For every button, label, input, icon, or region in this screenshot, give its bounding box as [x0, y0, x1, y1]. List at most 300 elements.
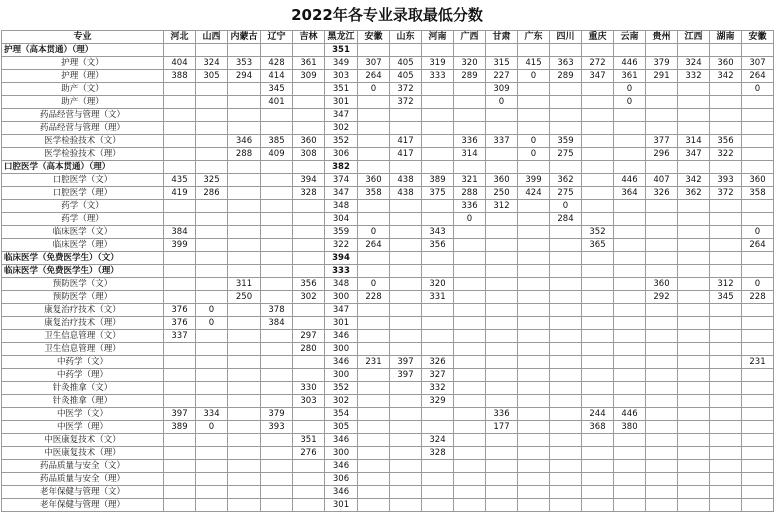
score-cell: 336 [454, 200, 486, 213]
score-cell [582, 330, 614, 343]
score-cell [358, 473, 390, 486]
score-cell [164, 278, 196, 291]
score-cell: 438 [390, 187, 422, 200]
score-cell [390, 122, 422, 135]
table-row [2, 291, 774, 304]
score-cell: 336 [454, 135, 486, 148]
score-cell [196, 135, 228, 148]
score-cell [390, 291, 422, 304]
score-cell: 0 [614, 96, 646, 109]
score-cell: 330 [293, 382, 325, 395]
score-cell: 345 [261, 83, 293, 96]
score-cell: 302 [325, 395, 358, 408]
score-cell: 332 [422, 382, 454, 395]
score-cell: 342 [710, 70, 742, 83]
score-cell [454, 408, 486, 421]
score-cell: 308 [293, 148, 325, 161]
score-cell [454, 343, 486, 356]
score-cell: 379 [646, 57, 678, 70]
score-cell: 376 [164, 304, 196, 317]
score-cell: 328 [422, 447, 454, 460]
score-cell: 177 [486, 421, 518, 434]
score-cell [518, 408, 550, 421]
score-cell: 315 [486, 57, 518, 70]
score-cell [358, 343, 390, 356]
score-cell [196, 226, 228, 239]
score-cell [228, 200, 261, 213]
score-cell [742, 122, 774, 135]
score-cell [422, 460, 454, 473]
score-cell [228, 382, 261, 395]
score-cell [710, 239, 742, 252]
score-cell [422, 265, 454, 278]
score-cell [358, 330, 390, 343]
score-cell [742, 252, 774, 265]
score-cell [196, 278, 228, 291]
score-cell [293, 421, 325, 434]
score-cell [550, 291, 582, 304]
score-cell [614, 434, 646, 447]
score-cell [646, 161, 678, 174]
score-cell [646, 356, 678, 369]
score-cell [550, 317, 582, 330]
score-cell [358, 252, 390, 265]
score-cell [678, 161, 710, 174]
score-cell [196, 343, 228, 356]
score-cell [710, 421, 742, 434]
score-cell [678, 395, 710, 408]
score-cell [261, 447, 293, 460]
score-cell [390, 239, 422, 252]
score-cell: 294 [228, 70, 261, 83]
score-cell [646, 473, 678, 486]
score-cell [678, 330, 710, 343]
score-cell [582, 187, 614, 200]
score-cell [646, 447, 678, 460]
major-name-cell: 老年保健与管理（文） [2, 486, 164, 499]
score-cell [454, 278, 486, 291]
score-cell: 307 [358, 57, 390, 70]
score-cell [710, 434, 742, 447]
score-cell [646, 460, 678, 473]
table-row [2, 213, 774, 226]
score-cell [678, 434, 710, 447]
table-row [2, 57, 774, 70]
score-cell: 314 [454, 148, 486, 161]
score-cell [390, 434, 422, 447]
score-cell [196, 161, 228, 174]
score-cell: 324 [196, 57, 228, 70]
score-cell [742, 304, 774, 317]
score-cell [646, 239, 678, 252]
score-cell: 280 [293, 343, 325, 356]
score-cell [358, 499, 390, 512]
score-cell [358, 200, 390, 213]
score-cell: 289 [454, 70, 486, 83]
score-cell: 360 [710, 57, 742, 70]
score-cell [710, 44, 742, 57]
score-cell [518, 395, 550, 408]
column-header-province: 吉林 [293, 31, 325, 44]
score-cell [582, 343, 614, 356]
table-section-row [2, 161, 774, 174]
score-cell [742, 421, 774, 434]
score-cell [582, 109, 614, 122]
score-cell [614, 343, 646, 356]
score-cell: 303 [325, 70, 358, 83]
score-cell [164, 395, 196, 408]
score-cell [550, 122, 582, 135]
score-cell [261, 226, 293, 239]
page-title: 2022年各专业录取最低分数 [291, 6, 483, 24]
score-cell [390, 44, 422, 57]
score-cell [614, 226, 646, 239]
score-cell [228, 395, 261, 408]
score-cell [742, 382, 774, 395]
score-cell [358, 460, 390, 473]
score-cell [293, 460, 325, 473]
column-header-province: 安徽 [358, 31, 390, 44]
score-cell [261, 330, 293, 343]
score-cell [358, 135, 390, 148]
score-cell [358, 96, 390, 109]
score-cell: 385 [261, 135, 293, 148]
score-cell: 346 [325, 486, 358, 499]
score-cell [358, 395, 390, 408]
score-cell: 435 [164, 174, 196, 187]
score-cell [293, 239, 325, 252]
score-cell [614, 265, 646, 278]
table-row [2, 187, 774, 200]
score-cell [550, 460, 582, 473]
score-cell: 264 [358, 239, 390, 252]
score-cell: 405 [390, 70, 422, 83]
score-cell [582, 460, 614, 473]
score-cell [261, 356, 293, 369]
score-cell: 375 [422, 187, 454, 200]
table-row [2, 395, 774, 408]
score-cell [518, 356, 550, 369]
table-row [2, 356, 774, 369]
score-cell [293, 486, 325, 499]
score-cell: 321 [454, 174, 486, 187]
score-cell: 296 [646, 148, 678, 161]
score-cell: 324 [678, 57, 710, 70]
score-cell [518, 83, 550, 96]
score-cell [614, 460, 646, 473]
score-cell [228, 421, 261, 434]
score-cell [358, 148, 390, 161]
score-cell: 301 [325, 317, 358, 330]
score-cell [710, 122, 742, 135]
score-cell [518, 200, 550, 213]
score-cell: 347 [325, 304, 358, 317]
score-cell [582, 434, 614, 447]
score-cell [486, 278, 518, 291]
score-cell [293, 499, 325, 512]
score-cell [518, 252, 550, 265]
score-cell [550, 83, 582, 96]
score-cell [293, 408, 325, 421]
score-cell [678, 343, 710, 356]
major-name-cell: 护理（理） [2, 70, 164, 83]
score-cell [614, 369, 646, 382]
score-cell [582, 291, 614, 304]
score-cell [196, 239, 228, 252]
score-cell [518, 213, 550, 226]
score-cell: 320 [454, 57, 486, 70]
score-cell [710, 356, 742, 369]
score-cell [261, 44, 293, 57]
score-cell [742, 499, 774, 512]
score-cell [486, 317, 518, 330]
score-cell [742, 135, 774, 148]
score-cell [390, 395, 422, 408]
score-cell [358, 161, 390, 174]
score-cell: 227 [486, 70, 518, 83]
score-cell [646, 252, 678, 265]
score-cell: 303 [293, 395, 325, 408]
score-cell: 377 [646, 135, 678, 148]
score-cell [454, 369, 486, 382]
score-cell [550, 395, 582, 408]
column-header-province: 广西 [454, 31, 486, 44]
score-cell [228, 304, 261, 317]
score-cell: 276 [293, 447, 325, 460]
score-cell: 327 [422, 369, 454, 382]
major-name-cell: 针灸推拿（文） [2, 382, 164, 395]
score-cell [742, 473, 774, 486]
score-cell [293, 317, 325, 330]
table-row [2, 460, 774, 473]
score-cell [582, 122, 614, 135]
score-cell [454, 226, 486, 239]
score-cell [614, 317, 646, 330]
score-cell [164, 447, 196, 460]
score-cell [742, 343, 774, 356]
score-cell [678, 408, 710, 421]
major-name-cell: 临床医学（文） [2, 226, 164, 239]
score-cell [550, 265, 582, 278]
score-cell [164, 213, 196, 226]
score-cell [164, 161, 196, 174]
score-cell: 0 [742, 83, 774, 96]
score-cell: 364 [614, 187, 646, 200]
score-cell [646, 434, 678, 447]
score-cell [678, 317, 710, 330]
score-cell [646, 83, 678, 96]
score-cell [678, 83, 710, 96]
score-cell: 322 [325, 239, 358, 252]
score-cell [293, 44, 325, 57]
score-cell [710, 382, 742, 395]
score-cell [261, 460, 293, 473]
score-cell: 324 [422, 434, 454, 447]
table-row [2, 200, 774, 213]
score-cell [454, 395, 486, 408]
score-cell: 244 [582, 408, 614, 421]
score-cell [646, 421, 678, 434]
score-cell [358, 317, 390, 330]
score-cell: 409 [261, 148, 293, 161]
score-cell [358, 122, 390, 135]
score-cell [582, 447, 614, 460]
score-cell [390, 252, 422, 265]
table-row [2, 343, 774, 356]
score-cell [228, 252, 261, 265]
score-cell [390, 213, 422, 226]
score-cell [614, 44, 646, 57]
score-cell [293, 252, 325, 265]
score-cell [261, 122, 293, 135]
score-cell: 397 [390, 369, 422, 382]
score-cell [486, 161, 518, 174]
score-cell [518, 161, 550, 174]
score-cell [486, 343, 518, 356]
score-cell [293, 356, 325, 369]
score-cell [228, 96, 261, 109]
score-cell: 358 [358, 187, 390, 200]
score-cell [518, 109, 550, 122]
score-cell [422, 122, 454, 135]
score-cell [582, 252, 614, 265]
score-cell [614, 330, 646, 343]
score-cell: 332 [678, 70, 710, 83]
score-cell [678, 460, 710, 473]
major-name-cell: 临床医学（免费医学生）（理） [2, 265, 164, 278]
score-cell [390, 161, 422, 174]
score-cell: 358 [742, 187, 774, 200]
score-cell: 417 [390, 135, 422, 148]
major-name-cell: 预防医学（文） [2, 278, 164, 291]
score-cell: 356 [710, 135, 742, 148]
score-cell [164, 382, 196, 395]
score-cell: 0 [358, 83, 390, 96]
score-cell [196, 109, 228, 122]
score-cell [710, 395, 742, 408]
column-header-province: 四川 [550, 31, 582, 44]
score-cell: 347 [582, 70, 614, 83]
score-cell: 356 [293, 278, 325, 291]
score-cell [164, 135, 196, 148]
score-cell: 360 [646, 278, 678, 291]
score-cell [422, 200, 454, 213]
score-cell: 393 [261, 421, 293, 434]
table-row [2, 421, 774, 434]
column-header-province: 重庆 [582, 31, 614, 44]
score-cell [582, 278, 614, 291]
score-cell [678, 239, 710, 252]
score-cell [678, 421, 710, 434]
score-cell [614, 486, 646, 499]
score-cell: 351 [293, 434, 325, 447]
score-cell: 346 [325, 460, 358, 473]
score-cell: 231 [358, 356, 390, 369]
score-cell [454, 83, 486, 96]
score-cell [710, 473, 742, 486]
score-cell: 0 [742, 226, 774, 239]
score-cell: 424 [518, 187, 550, 200]
score-cell [742, 395, 774, 408]
score-cell: 346 [325, 330, 358, 343]
table-header-row [2, 31, 774, 44]
score-cell [486, 44, 518, 57]
score-cell: 302 [325, 122, 358, 135]
score-cell [358, 369, 390, 382]
score-cell: 382 [325, 161, 358, 174]
score-cell: 326 [422, 356, 454, 369]
score-cell [196, 460, 228, 473]
major-name-cell: 药品质量与安全（理） [2, 473, 164, 486]
score-cell [196, 447, 228, 460]
score-cell [454, 486, 486, 499]
score-cell [293, 369, 325, 382]
score-cell [614, 109, 646, 122]
score-cell [228, 486, 261, 499]
score-cell [454, 161, 486, 174]
score-cell: 297 [293, 330, 325, 343]
score-cell [614, 382, 646, 395]
score-cell [518, 265, 550, 278]
score-cell [614, 278, 646, 291]
score-cell [228, 265, 261, 278]
score-cell [678, 369, 710, 382]
score-cell: 347 [325, 187, 358, 200]
score-cell [454, 122, 486, 135]
column-header-province: 江西 [678, 31, 710, 44]
score-cell [550, 161, 582, 174]
score-cell: 288 [228, 148, 261, 161]
score-cell [582, 382, 614, 395]
score-cell [358, 44, 390, 57]
score-cell: 320 [422, 278, 454, 291]
table-row [2, 96, 774, 109]
score-cell: 394 [293, 174, 325, 187]
score-cell: 361 [614, 70, 646, 83]
score-cell [261, 473, 293, 486]
score-cell: 284 [550, 213, 582, 226]
score-cell: 352 [582, 226, 614, 239]
score-cell [228, 122, 261, 135]
score-cell [164, 44, 196, 57]
score-cell: 305 [325, 421, 358, 434]
score-cell [196, 122, 228, 135]
score-cell [454, 447, 486, 460]
score-cell [261, 213, 293, 226]
score-cell [196, 83, 228, 96]
score-cell [293, 83, 325, 96]
table-row [2, 174, 774, 187]
score-cell [454, 265, 486, 278]
score-cell: 288 [454, 187, 486, 200]
table-row [2, 447, 774, 460]
score-cell [582, 161, 614, 174]
score-cell: 275 [550, 187, 582, 200]
score-cell [518, 434, 550, 447]
score-cell [742, 148, 774, 161]
score-cell [646, 213, 678, 226]
score-cell [518, 499, 550, 512]
score-cell: 305 [196, 70, 228, 83]
score-cell [518, 122, 550, 135]
score-cell [646, 96, 678, 109]
score-cell [196, 44, 228, 57]
score-cell [550, 96, 582, 109]
score-cell [358, 408, 390, 421]
score-cell [228, 239, 261, 252]
major-name-cell: 医学检验技术（理） [2, 148, 164, 161]
score-cell [486, 122, 518, 135]
